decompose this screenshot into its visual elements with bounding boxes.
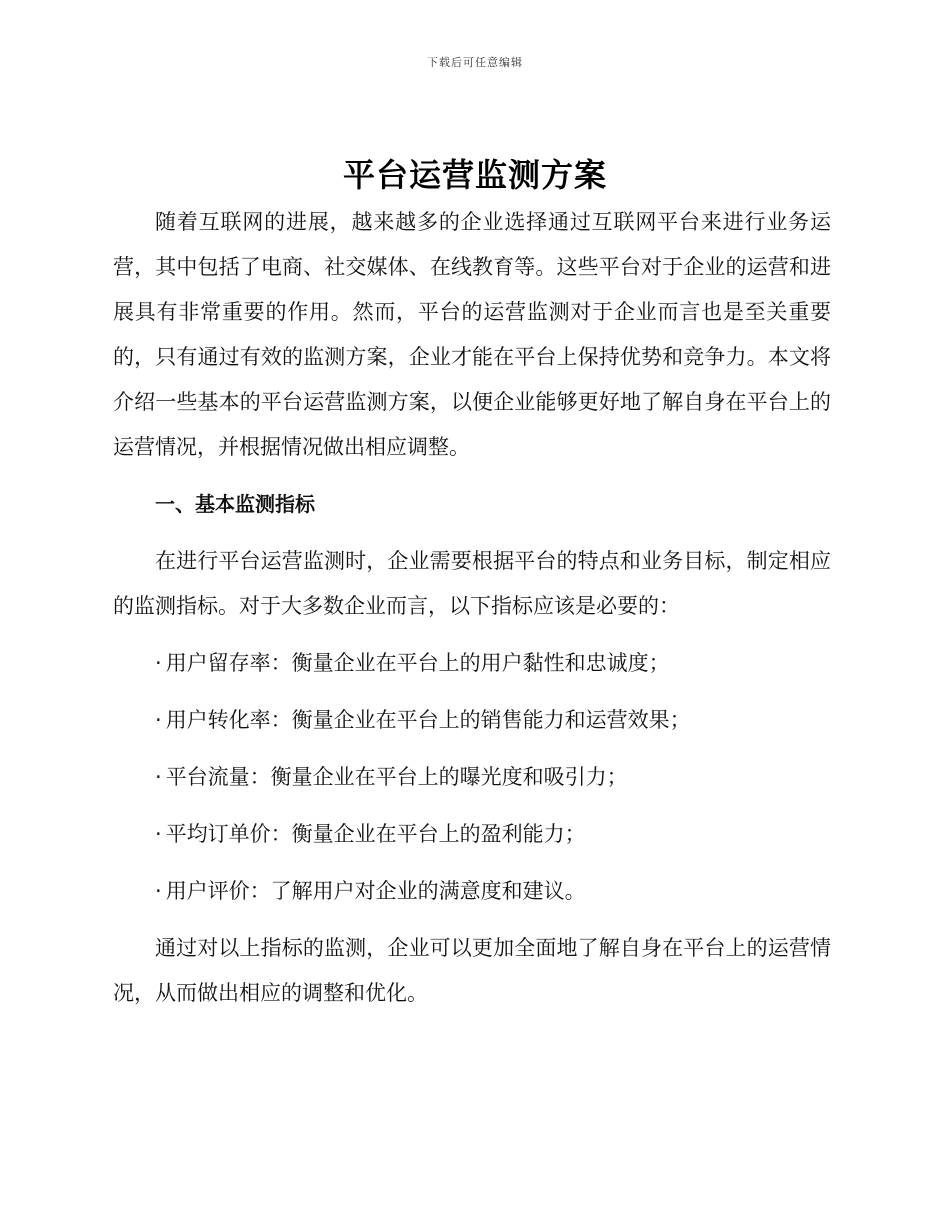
section-heading: 一、基本监测指标 — [155, 492, 315, 516]
document-body — [113, 200, 831, 1016]
list-item: · 用户评价：了解用户对企业的满意度和建议。 — [113, 869, 831, 914]
indicator-list — [113, 641, 831, 914]
list-item: · 平均订单价：衡量企业在平台上的盈利能力； — [113, 812, 831, 857]
document-title: 平台运营监测方案 — [342, 156, 607, 194]
intro-paragraph: 随着互联网的进展，越来越多的企业选择通过互联网平台来进行业务运营，其中包括了电商、社交媒体、在线教育等。这些平台对于企业的运营和进展具有非常重要的作用。然而，平台的运营监测对于企业而言也是至关重要的，只有通过有效的监测方案，企业才能在平台上保持优势和竞争力。本文将介绍一些基本的平台运营监测方案，以便企业能够更好地了解自身在平台上的运营情况，并根据情况做出相应调整。 — [113, 210, 831, 459]
header-note: 下载后可任意编辑 — [427, 56, 523, 69]
section-intro-paragraph: 在进行平台运营监测时，企业需要根据平台的特点和业务目标，制定相应的监测指标。对于大多数企业而言，以下指标应该是必要的： — [113, 549, 831, 618]
list-item: · 平台流量：衡量企业在平台上的曝光度和吸引力； — [113, 755, 831, 800]
conclusion-paragraph: 通过对以上指标的监测，企业可以更加全面地了解自身在平台上的运营情况，从而做出相应的调整和优化。 — [113, 936, 831, 1005]
list-item: · 用户留存率：衡量企业在平台上的用户黏性和忠诚度； — [113, 641, 831, 686]
list-item: · 用户转化率：衡量企业在平台上的销售能力和运营效果； — [113, 698, 831, 743]
